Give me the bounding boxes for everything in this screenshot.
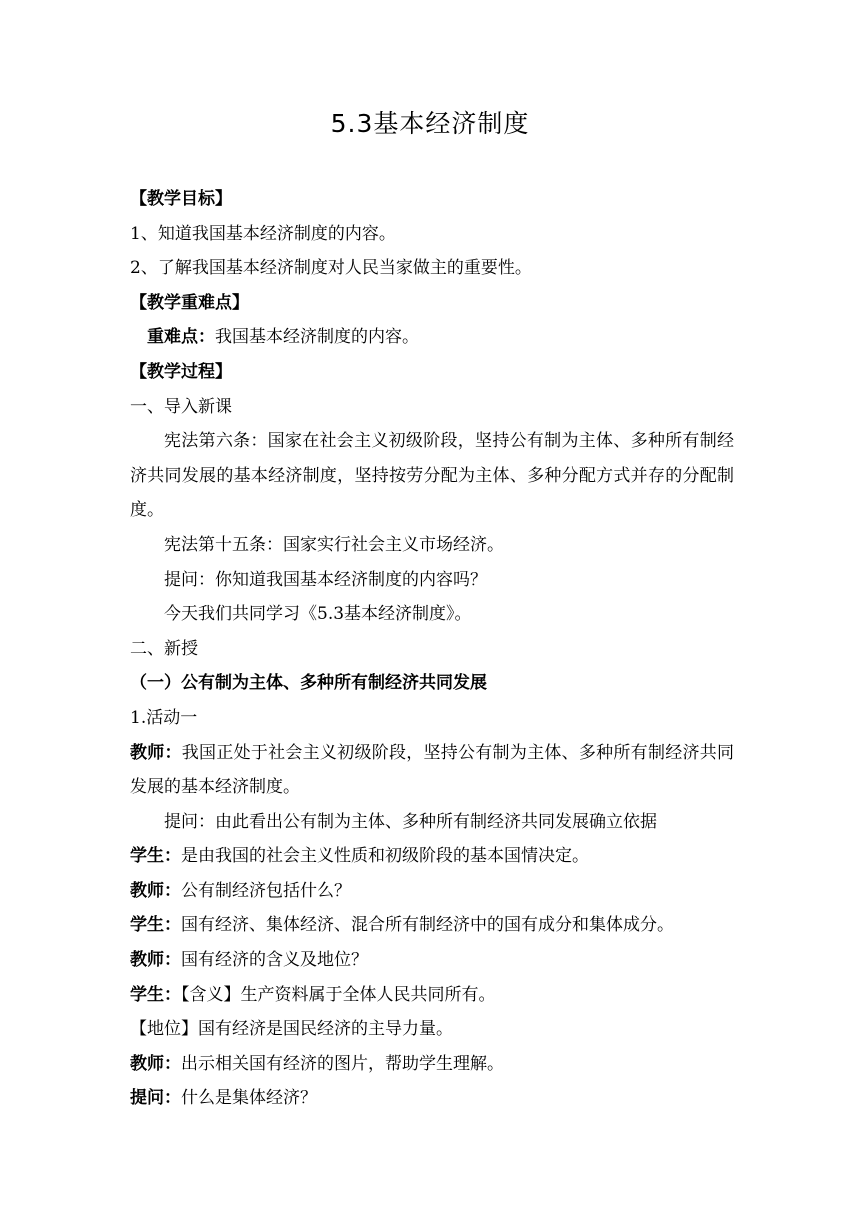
dialogue-line: [130, 1047, 734, 1082]
position-label: 【地位】: [130, 1019, 198, 1040]
dialogue-text: 国有经济的含义及地位？: [181, 950, 368, 971]
position-line: [130, 1012, 734, 1047]
goal-item: 1、知道我国基本经济制度的内容。: [130, 223, 396, 244]
teacher-label: 教师：: [130, 950, 181, 971]
key-points-line: [130, 320, 734, 355]
paragraph-line: 提问：由此看出公有制为主体、多种所有制经济共同发展确立依据: [164, 811, 657, 832]
goal-item: 2、了解我国基本经济制度对人民当家做主的重要性。: [130, 258, 532, 279]
section-heading: 一、导入新课: [130, 396, 232, 417]
process-heading: 【教学过程】: [130, 361, 232, 382]
dialogue-text: 国有经济、集体经济、混合所有制经济中的国有成分和集体成分。: [181, 915, 674, 936]
paragraph-line: 宪法第六条：国家在社会主义初级阶段，坚持公有制为主体、多种所有制经: [164, 431, 734, 452]
dialogue-line: [130, 736, 734, 771]
activity-heading: 1.活动一: [130, 707, 198, 728]
dialogue-text: 什么是集体经济？: [181, 1088, 317, 1109]
dialogue-text: 公有制经济包括什么？: [181, 880, 351, 901]
subsection-heading: （一）公有制为主体、多种所有制经济共同发展: [130, 673, 487, 694]
dialogue-line: [130, 874, 734, 909]
student-label: 学生：: [130, 846, 181, 867]
dialogue-text: 是由我国的社会主义性质和初级阶段的基本国情决定。: [181, 846, 589, 867]
paragraph-line: 度。: [130, 500, 164, 521]
paragraph-line: 宪法第十五条：国家实行社会主义市场经济。: [164, 534, 504, 555]
question-label: 提问：: [130, 1088, 181, 1109]
document-body: [130, 182, 734, 1116]
student-label: 学生：: [130, 984, 181, 1005]
key-points-heading: 【教学重难点】: [130, 292, 249, 313]
paragraph-line: 今天我们共同学习《5.3基本经济制度》。: [164, 604, 472, 625]
teacher-label: 教师：: [130, 1053, 181, 1074]
teacher-label: 教师：: [130, 880, 181, 901]
dialogue-text: 出示相关国有经济的图片，帮助学生理解。: [181, 1053, 504, 1074]
dialogue-line: [130, 839, 734, 874]
position-text: 国有经济是国民经济的主导力量。: [198, 1019, 453, 1040]
page-title: 5.3基本经济制度: [330, 109, 530, 138]
dialogue-continuation: 发展的基本经济制度。: [130, 777, 300, 798]
student-label: 学生：: [130, 915, 181, 936]
teacher-label: 教师：: [130, 742, 182, 763]
dialogue-text: 生产资料属于全体人民共同所有。: [240, 984, 496, 1005]
paragraph-line: 济共同发展的基本经济制度，坚持按劳分配为主体、多种分配方式并存的分配制: [130, 465, 734, 486]
dialogue-line: [130, 978, 734, 1013]
paragraph-line: 提问：你知道我国基本经济制度的内容吗？: [164, 569, 487, 590]
dialogue-line: [130, 1081, 734, 1116]
dialogue-line: [130, 908, 734, 943]
key-points-text: 我国基本经济制度的内容。: [215, 327, 419, 348]
goals-heading: 【教学目标】: [130, 189, 232, 209]
dialogue-line: [130, 943, 734, 978]
meaning-label: 【含义】: [181, 984, 241, 1005]
dialogue-text: 我国正处于社会主义初级阶段，坚持公有制为主体、多种所有制经济共同: [181, 742, 735, 763]
section-heading: 二、新授: [130, 638, 198, 659]
key-points-label: 重难点：: [147, 327, 215, 348]
